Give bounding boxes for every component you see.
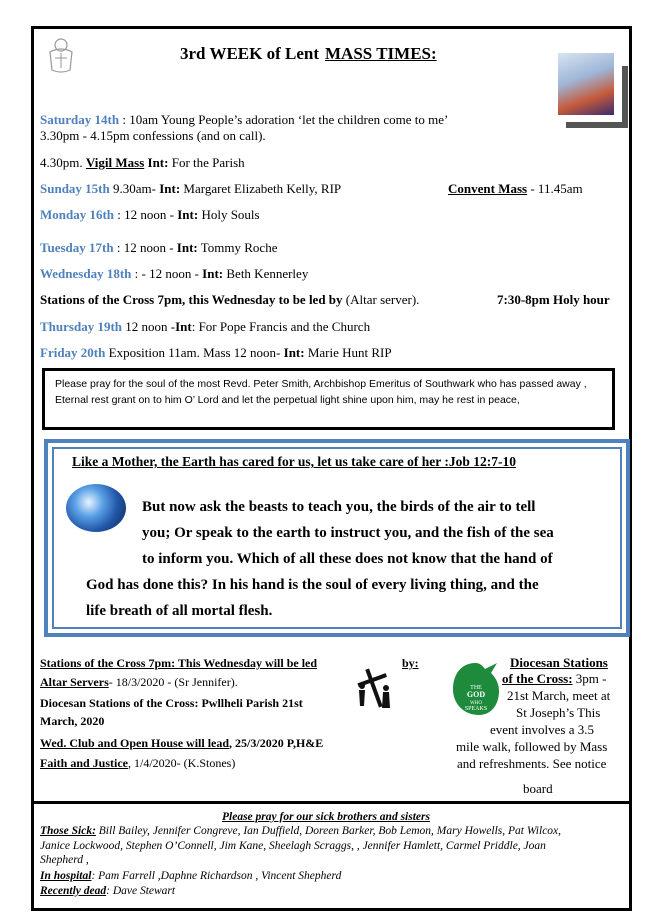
diocesan-stations-line8: board (523, 781, 553, 796)
in-hospital-line: In hospital: Pam Farrell ,Daphne Richardson , Vincent Shepherd (40, 870, 342, 882)
quote-line-2: you; Or speak to the earth to instruct you, and the fish of the sea (142, 525, 554, 541)
diocesan-stations-line6: mile walk, followed by Mass (456, 739, 608, 754)
earth-globe-icon (66, 484, 126, 532)
holy-hour: 7:30-8pm Holy hour (497, 292, 610, 307)
diocesan-stations-line5: event involves a 3.5 (490, 722, 594, 737)
god-who-speaks-logo (451, 661, 501, 719)
sick-heading: Please pray for our sick brothers and sisters (222, 811, 430, 823)
stations-notice: Stations of the Cross 7pm: This Wednesday will be led (40, 656, 318, 670)
prayer-notice-box: Please pray for the soul of the most Revd. Peter Smith, Archbishop Emeritus of Southwark who has passed away , Eternal rest grant on to him O’ Lord and let the perpetual light shine upon him, may he rest in peace, (42, 368, 615, 430)
wed-club: Wed. Club and Open House will lead, 25/3/2020 P,H&E (40, 736, 324, 750)
quote-line-3: to inform you. Which of all these does not know that the hand of (142, 551, 553, 567)
faith-justice: Faith and Justice, 1/4/2020- (K.Stones) (40, 756, 236, 770)
diocesan-stations-line4: St Joseph’s This (516, 705, 601, 720)
diocesan-stations-line3: 21st March, meet at (507, 688, 611, 703)
section-divider (34, 801, 629, 804)
quote-line-5: life breath of all mortal flesh. (86, 603, 273, 619)
quote-heading: Like a Mother, the Earth has cared for us, let us take care of her :Job 12:7-10 (72, 454, 516, 469)
saturday-confessions: 3.30pm - 4.15pm confessions (and on call). (40, 128, 266, 143)
friday-line: Friday 20th Exposition 11am. Mass 12 noon- Int: Marie Hunt RIP (40, 345, 392, 360)
svg-text:GOD: GOD (466, 690, 486, 699)
saturday-line: Saturday 14th : 10am Young People’s adoration ‘let the children come to me’ (40, 112, 449, 127)
diocesan-pwllheli-2: March, 2020 (40, 714, 105, 728)
those-sick-line3: Shepherd , (40, 854, 89, 866)
diocesan-stations-title: Diocesan Stations (510, 655, 608, 670)
parish-crest-icon (44, 36, 78, 74)
diocesan-pwllheli-1: Diocesan Stations of the Cross: Pwllheli Parish 21st (40, 696, 303, 710)
recently-dead-line: Recently dead: Dave Stewart (40, 885, 176, 897)
svg-text:THE: THE (470, 685, 482, 691)
stations-cross-figures-icon (352, 666, 398, 710)
stations-line: Stations of the Cross 7pm, this Wednesday to be led by (Altar server). (40, 292, 420, 307)
thursday-line: Thursday 19th 12 noon -Int: For Pope Francis and the Church (40, 319, 371, 334)
monday-line: Monday 16th : 12 noon - Int: Holy Souls (40, 207, 260, 222)
altar-servers: Altar Servers- 18/3/2020 - (Sr Jennifer). (40, 675, 238, 689)
svg-text:WHO: WHO (470, 701, 482, 706)
stations-by: by: (402, 656, 419, 670)
svg-text:SPEAKS: SPEAKS (464, 706, 488, 712)
vigil-mass-line: 4.30pm. Vigil Mass Int: For the Parish (40, 155, 245, 170)
those-sick-line1: Those Sick: Bill Bailey, Jennifer Congreve, Ian Duffield, Doreen Barker, Bob Lemon, Mary Howells, Pat Wilcox, (40, 825, 562, 837)
tuesday-line: Tuesday 17th : 12 noon - Int: Tommy Roche (40, 240, 278, 255)
diocesan-stations-line2: of the Cross: 3pm - (502, 671, 607, 686)
diocesan-stations-line7: and refreshments. See notice (457, 756, 607, 771)
page-title: 3rd WEEK of Lent MASS TIMES: (180, 44, 437, 63)
sunday-line: Sunday 15th 9.30am- Int: Margaret Elizabeth Kelly, RIP (40, 181, 342, 196)
quote-line-1: But now ask the beasts to teach you, the birds of the air to tell (142, 499, 536, 515)
convent-mass: Convent Mass - 11.45am (448, 181, 583, 196)
wednesday-line: Wednesday 18th : - 12 noon - Int: Beth Kennerley (40, 266, 309, 281)
those-sick-line2: Janice Lockwood, Stephen O’Connell, Jim Kane, Sheelagh Scraggs, , Jennifer Hamlett, Carmel Priddle, Joan (40, 840, 546, 852)
quote-line-4: God has done this? In his hand is the soul of every living thing, and the (86, 577, 539, 593)
jesus-children-image (558, 53, 614, 115)
